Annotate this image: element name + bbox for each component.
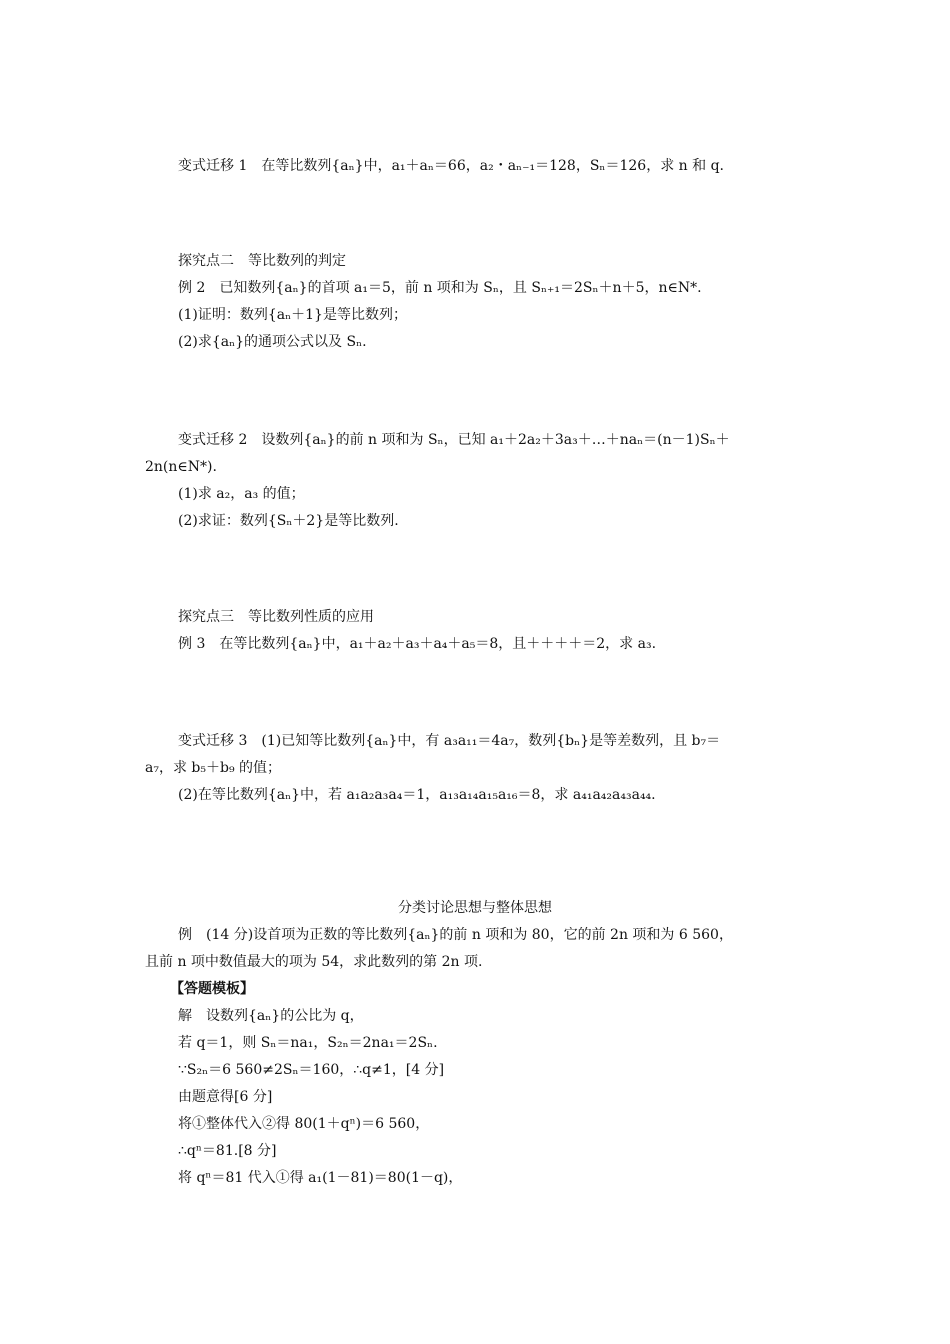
section-heading: 探究点二 等比数列的判定 — [178, 253, 346, 269]
text-line: 变式迁移 3 (1)已知等比数列{aₙ}中，有 a₃a₁₁＝4a₇，数列{bₙ}是等差数列，且 b₇＝ — [178, 733, 721, 749]
text-line: 例 3 在等比数列{aₙ}中，a₁＋a₂＋a₃＋a₄＋a₅＝8，且＋＋＋＋＝2，求 a₃. — [178, 636, 657, 652]
text-line: (2)在等比数列{aₙ}中，若 a₁a₂a₃a₄＝1，a₁₃a₁₄a₁₅a₁₆＝8，求 a₄₁a₄₂a₄₃a₄₄. — [178, 787, 656, 803]
text-line: 若 q＝1，则 Sₙ＝na₁，S₂ₙ＝2na₁＝2Sₙ. — [178, 1035, 438, 1051]
section-title: 分类讨论思想与整体思想 — [398, 900, 552, 916]
text-line: 且前 n 项中数值最大的项为 54，求此数列的第 2n 项. — [145, 954, 483, 970]
text-line: (1)证明：数列{aₙ＋1}是等比数列； — [178, 307, 407, 323]
text-line: 变式迁移 1 在等比数列{aₙ}中，a₁＋aₙ＝66，a₂・aₙ₋₁＝128，Sₙ＝126，求 n 和 q. — [178, 158, 724, 174]
text-line: 变式迁移 2 设数列{aₙ}的前 n 项和为 Sₙ，已知 a₁＋2a₂＋3a₃＋…＋naₙ＝(n－1)Sₙ＋ — [178, 432, 730, 448]
answer-template-heading: 【答题模板】 — [170, 981, 254, 997]
text-line: 例 2 已知数列{aₙ}的首项 a₁＝5，前 n 项和为 Sₙ，且 Sₙ₊₁＝2Sₙ＋n＋5，n∈N*. — [178, 280, 702, 296]
text-line: a₇，求 b₅＋b₉ 的值； — [145, 760, 282, 776]
text-line: (2)求{aₙ}的通项公式以及 Sₙ. — [178, 334, 367, 350]
section-heading: 探究点三 等比数列性质的应用 — [178, 609, 374, 625]
text-line: (2)求证：数列{Sₙ＋2}是等比数列. — [178, 513, 399, 529]
text-line: 由题意得[6 分] — [178, 1089, 273, 1105]
text-line: ∵S₂ₙ＝6 560≠2Sₙ＝160，∴q≠1，[4 分] — [178, 1062, 445, 1078]
text-line: 将 qⁿ＝81 代入①得 a₁(1－81)＝80(1－q)， — [178, 1170, 463, 1186]
text-line: 将①整体代入②得 80(1＋qⁿ)＝6 560， — [178, 1116, 430, 1132]
text-line: (1)求 a₂，a₃ 的值； — [178, 486, 305, 502]
text-line: 解 设数列{aₙ}的公比为 q， — [178, 1008, 364, 1024]
text-line: 例 (14 分)设首项为正数的等比数列{aₙ}的前 n 项和为 80，它的前 2n 项和为 6 560， — [178, 927, 733, 943]
text-line: 2n(n∈N*). — [145, 459, 217, 475]
text-line: ∴qⁿ＝81.[8 分] — [178, 1143, 277, 1159]
